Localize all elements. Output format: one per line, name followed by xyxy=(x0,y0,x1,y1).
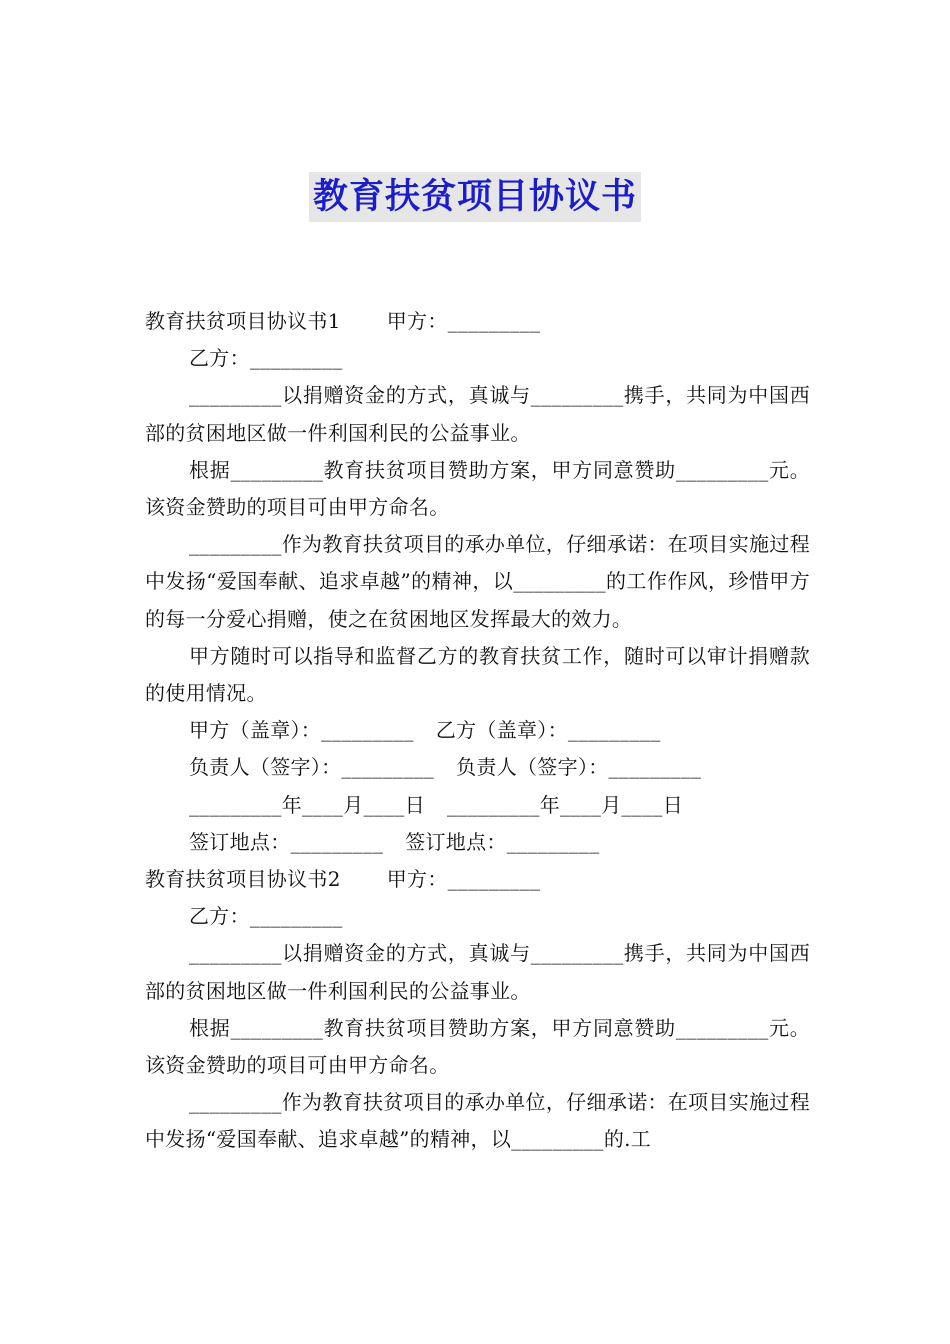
section-heading-1: 教育扶贫项目协议书1 xyxy=(145,309,341,333)
party-a-signature: 负责人（签字）：_________ xyxy=(189,755,435,780)
party-a-location: 签订地点：_________ xyxy=(189,829,384,854)
party-b-line xyxy=(145,898,810,935)
paragraph: _________作为教育扶贫项目的承办单位，仔细承诺：在项目实施过程中发扬“爱国奉献、追求卓越”的精神，以_________的工作作风，珍惜甲方的每一分爱心捐赠，使之在贫困地区发挥最大的效力。 xyxy=(145,532,810,631)
document-body xyxy=(145,303,810,1159)
party-b-seal: 乙方（盖章）：_________ xyxy=(435,718,661,743)
date-line xyxy=(145,787,810,824)
paragraph: _________以捐赠资金的方式，真诚与_________携手，共同为中国西部的贫困地区做一件利国利民的公益事业。 xyxy=(145,383,810,445)
heading-line-1 xyxy=(145,303,810,340)
party-b-signature: 负责人（签字）：_________ xyxy=(456,755,702,780)
title-wrap xyxy=(0,172,950,222)
paragraph: _________以捐赠资金的方式，真诚与_________携手，共同为中国西部的贫困地区做一件利国利民的公益事业。 xyxy=(145,941,810,1003)
heading-line-2 xyxy=(145,861,810,898)
party-a-field: 甲方：_________ xyxy=(386,866,541,891)
seal-line xyxy=(145,712,810,749)
party-b-location: 签订地点：_________ xyxy=(405,829,600,854)
party-b-date: _________年____月____日 xyxy=(447,792,683,817)
section-heading-2: 教育扶贫项目协议书2 xyxy=(145,866,341,891)
document-title: 教育扶贫项目协议书 xyxy=(309,172,641,222)
paragraph: 根据_________教育扶贫项目赞助方案，甲方同意赞助_________元。该资金赞助的项目可由甲方命名。 xyxy=(145,1015,810,1077)
party-b-field: 乙方：_________ xyxy=(189,346,343,371)
location-line xyxy=(145,824,810,861)
party-b-line xyxy=(145,340,810,377)
party-a-date: _________年____月____日 xyxy=(189,792,425,817)
paragraph: 根据_________教育扶贫项目赞助方案，甲方同意赞助_________元。该资金赞助的项目可由甲方命名。 xyxy=(145,457,810,519)
party-b-field: 乙方：_________ xyxy=(189,904,343,929)
signature-line xyxy=(145,749,810,786)
paragraph: 甲方随时可以指导和监督乙方的教育扶贫工作，随时可以审计捐赠款的使用情况。 xyxy=(145,643,810,705)
paragraph: _________作为教育扶贫项目的承办单位，仔细承诺：在项目实施过程中发扬“爱国奉献、追求卓越”的精神，以_________的.工 xyxy=(145,1090,810,1152)
party-a-seal: 甲方（盖章）：_________ xyxy=(189,718,414,743)
party-a-field: 甲方：_________ xyxy=(386,309,541,333)
